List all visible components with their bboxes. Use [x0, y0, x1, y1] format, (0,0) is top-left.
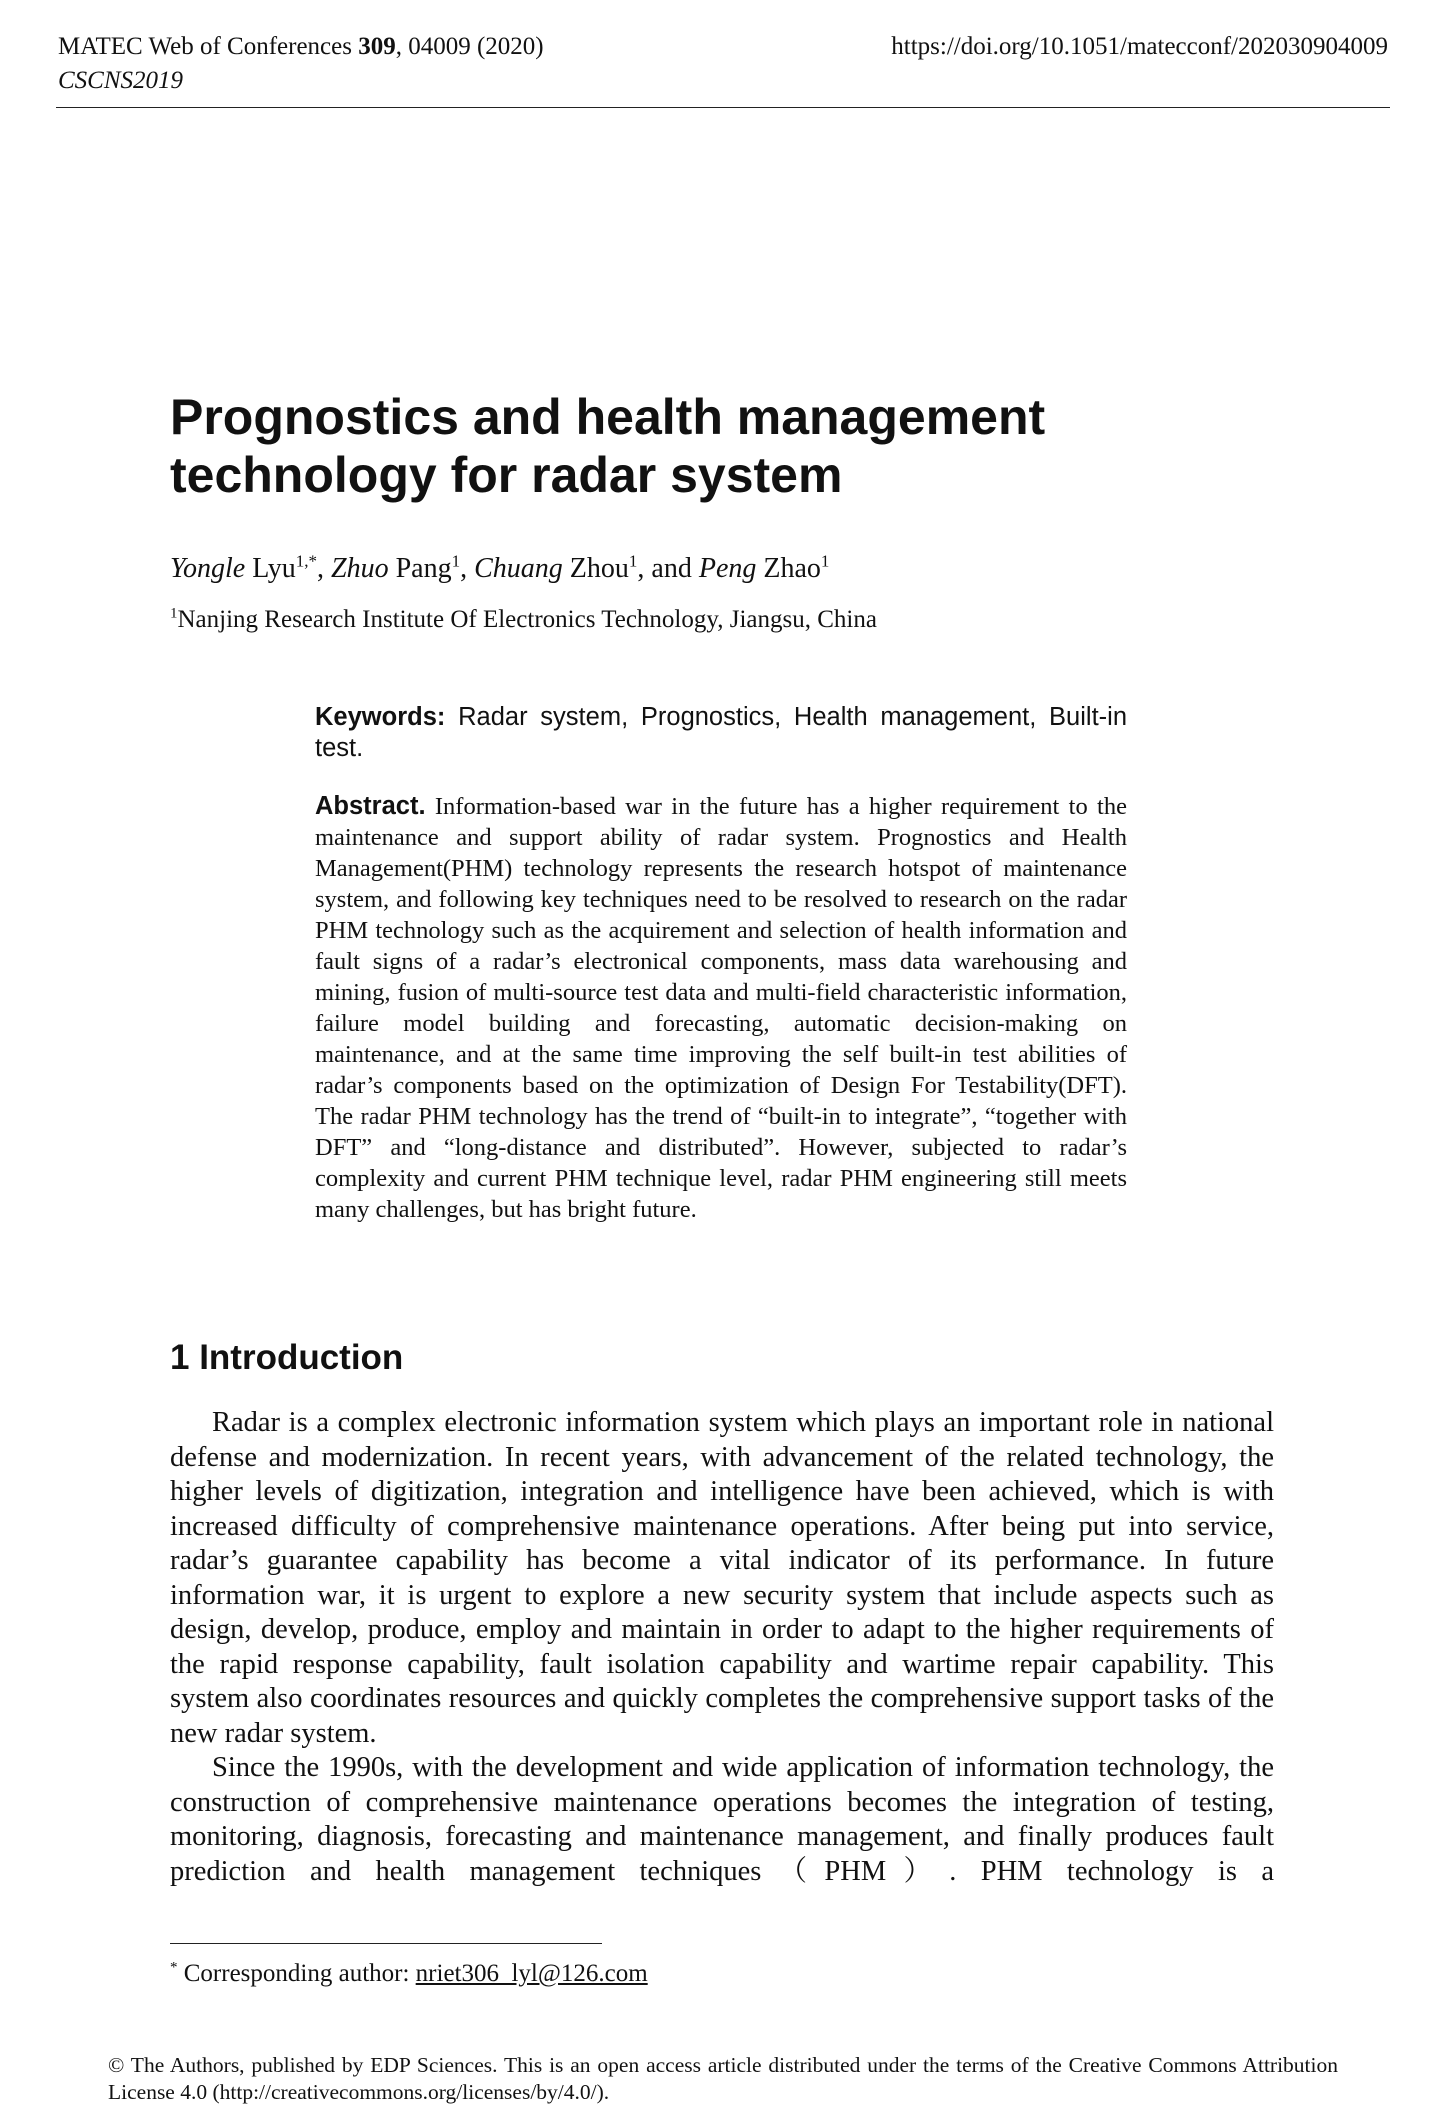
- affiliation: [170, 604, 877, 636]
- author-email-link[interactable]: nriet306_lyl@126.com: [415, 1960, 648, 1987]
- keywords: [315, 702, 1127, 764]
- author-3-family: Zhou: [562, 553, 629, 584]
- author-separator: ,: [317, 553, 332, 584]
- author-3-given: Chuang: [474, 553, 563, 584]
- affiliation-text: Nanjing Research Institute Of Electronics Technology, Jiangsu, China: [177, 606, 877, 633]
- running-header-left: [58, 30, 544, 98]
- author-2-given: Zhuo: [331, 553, 389, 584]
- paragraph: Since the 1990s, with the development and wide application of information technology, the construction of comprehensive maintenance operations becomes the integration of testing, monitoring, diagnosis, forecasting and maintenance management, and finally produces fault prediction and health management techniques（PHM）. PHM technology is a: [170, 1752, 1274, 1887]
- keywords-label: Keywords:: [315, 703, 446, 731]
- author-2-affil-mark: 1: [451, 551, 461, 571]
- author-3-affil-mark: 1: [628, 551, 638, 571]
- section-body: [170, 1406, 1274, 1889]
- paragraph: Radar is a complex electronic information system which plays an important role in national defense and modernization. In recent years, with advancement of the related technology, the higher levels of digitization, integration and intelligence have been achieved, which is with increased difficulty of comprehensive maintenance operations. After being put into service, radar’s guarantee capability has become a vital indicator of its performance. In future information war, it is urgent to explore a new security system that include aspects such as design, develop, produce, employ and maintain in order to adapt to the higher requirements of the rapid response capability, fault isolation capability and wartime repair capability. This system also coordinates resources and quickly completes the comprehensive support tasks of the new radar system.: [170, 1407, 1274, 1749]
- author-1-given: Yongle: [170, 553, 246, 584]
- affiliation-mark: 1: [170, 605, 178, 622]
- author-2-family: Pang: [388, 553, 452, 584]
- author-4-family: Zhao: [756, 553, 821, 584]
- author-4-given: Peng: [698, 553, 757, 584]
- author-1-affil-mark: 1,*: [295, 551, 318, 571]
- license-notice: © The Authors, published by EDP Sciences. This is an open access article distributed under the terms of the Creative Commons Attribution License 4.0 (http://creativecommons.org/licenses/by/4.0/).: [108, 2053, 1338, 2104]
- doi-link[interactable]: https://doi.org/10.1051/matecconf/202030904009: [891, 33, 1388, 60]
- footnote-label: Corresponding author:: [177, 1960, 416, 1987]
- abstract: [315, 791, 1127, 1225]
- conference-name: CSCNS2019: [58, 67, 184, 94]
- author-4-affil-mark: 1: [820, 551, 830, 571]
- section-heading: 1 Introduction: [170, 1338, 404, 1377]
- paper-title: Prognostics and health management technology for radar system: [170, 389, 1046, 503]
- footnote-mark: *: [170, 1959, 178, 1976]
- abstract-text: Information-based war in the future has a higher requirement to the maintenance and support ability of radar system. Prognostics and Health Management(PHM) technology represents the research hotspot of maintenance system, and following key techniques need to be resolved to research on the radar PHM technology such as the acquirement and selection of health information and fault signs of a radar’s electronical components, mass data warehousing and mining, fusion of multi-source test data and multi-field characteristic information, failure model building and forecasting, automatic decision-making on maintenance, and at the same time improving the self built-in test abilities of radar’s components based on the optimization of Design For Testability(DFT). The radar PHM technology has the trend of “built-in to integrate”, “together with DFT” and “long-distance and distributed”. However, subjected to radar’s complexity and current PHM technique level, radar PHM engineering still meets many challenges, but has bright future.: [315, 793, 1127, 1223]
- journal-citation: [58, 30, 544, 64]
- footnote: [170, 1958, 648, 1990]
- article-number: , 04009 (2020): [395, 33, 544, 60]
- header-divider: [56, 107, 1390, 108]
- author-list: [170, 552, 829, 586]
- journal-name: MATEC Web of Conferences: [58, 33, 359, 60]
- author-1-family: Lyu: [245, 553, 296, 584]
- keywords-text: Radar system, Prognostics, Health management, Built-in test.: [315, 703, 1127, 762]
- footnote-divider: [170, 1943, 602, 1944]
- author-separator: ,: [460, 553, 475, 584]
- journal-volume: 309: [358, 33, 396, 60]
- abstract-label: Abstract.: [315, 792, 426, 820]
- author-and: , and: [637, 553, 699, 584]
